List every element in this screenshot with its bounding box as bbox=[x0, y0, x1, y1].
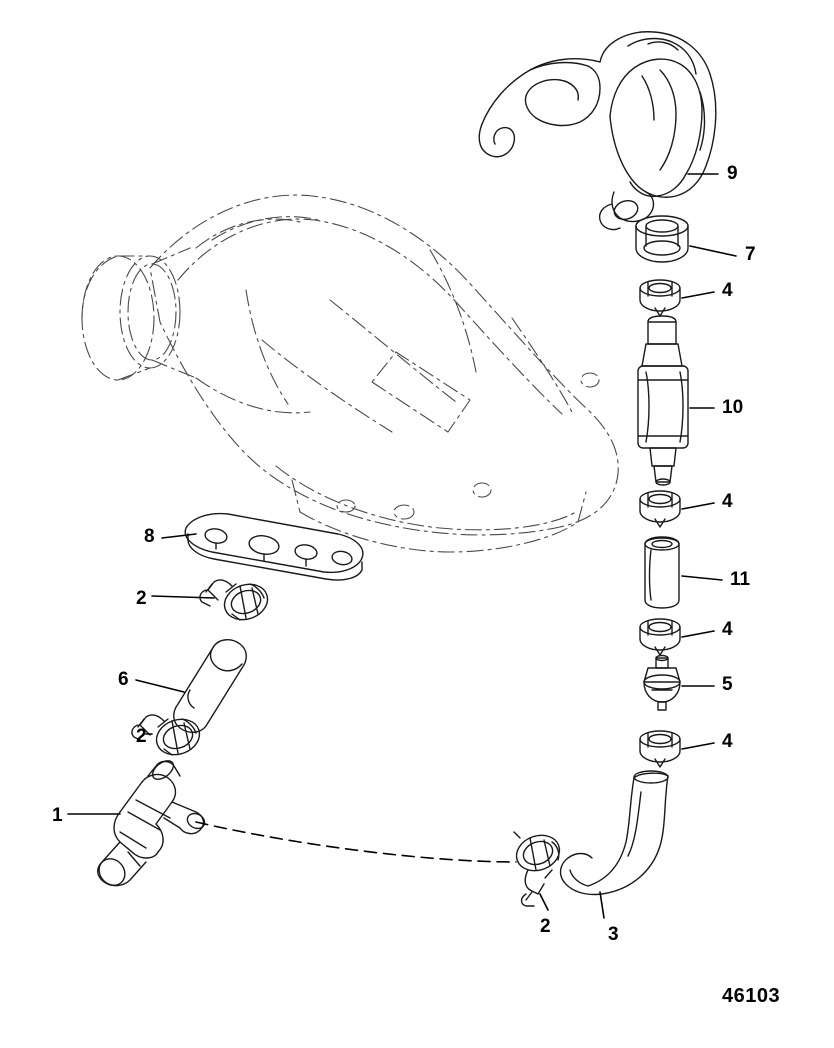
callout-4b: 4 bbox=[722, 491, 733, 512]
callout-6: 6 bbox=[118, 669, 129, 690]
part-7-grommet bbox=[636, 216, 688, 262]
part-4c-clamp bbox=[640, 619, 680, 655]
leader-2a bbox=[152, 596, 214, 598]
part-3-curved-hose bbox=[561, 771, 668, 895]
leader-4d bbox=[682, 743, 714, 749]
leader-7 bbox=[690, 246, 736, 256]
leader-3 bbox=[600, 892, 604, 918]
part-8-gasket-plate bbox=[185, 514, 363, 580]
part-2c-hose-clamp bbox=[512, 830, 565, 906]
callout-5: 5 bbox=[722, 674, 733, 695]
callout-1: 1 bbox=[52, 805, 63, 826]
callout-2c: 2 bbox=[540, 916, 551, 937]
part-6-straight-hose bbox=[174, 640, 247, 733]
part-2a-hose-clamp bbox=[200, 579, 273, 626]
leader-11 bbox=[682, 576, 722, 580]
figure-code: 46103 bbox=[722, 985, 781, 1007]
leader-assembly-dashed bbox=[196, 822, 516, 862]
part-10-muffler-body bbox=[638, 316, 688, 485]
callout-3: 3 bbox=[608, 924, 619, 945]
leader-4c bbox=[682, 631, 714, 637]
callout-8: 8 bbox=[144, 526, 155, 547]
callout-11: 11 bbox=[730, 569, 751, 590]
callout-7: 7 bbox=[745, 244, 756, 265]
part-4b-clamp bbox=[640, 491, 680, 527]
part-4d-clamp bbox=[640, 731, 680, 767]
callout-4d: 4 bbox=[722, 731, 733, 752]
leader-4a bbox=[682, 292, 714, 298]
part-4a-clamp bbox=[640, 280, 680, 316]
phantom-manifold-outline bbox=[82, 195, 618, 552]
part-1-tee-fitting bbox=[94, 757, 207, 890]
callout-2b: 2 bbox=[136, 726, 147, 747]
part-9-exhaust-elbow bbox=[479, 32, 716, 230]
callout-4a: 4 bbox=[722, 280, 733, 301]
leader-4b bbox=[682, 503, 714, 509]
callout-9: 9 bbox=[727, 163, 738, 184]
callout-10: 10 bbox=[722, 397, 744, 418]
part-11-sleeve-tube bbox=[645, 537, 679, 608]
callout-4c: 4 bbox=[722, 619, 733, 640]
callout-2a: 2 bbox=[136, 588, 147, 609]
leader-8 bbox=[162, 534, 196, 538]
leader-2c bbox=[540, 894, 548, 910]
leader-6 bbox=[136, 680, 184, 692]
part-5-check-valve bbox=[644, 656, 680, 711]
